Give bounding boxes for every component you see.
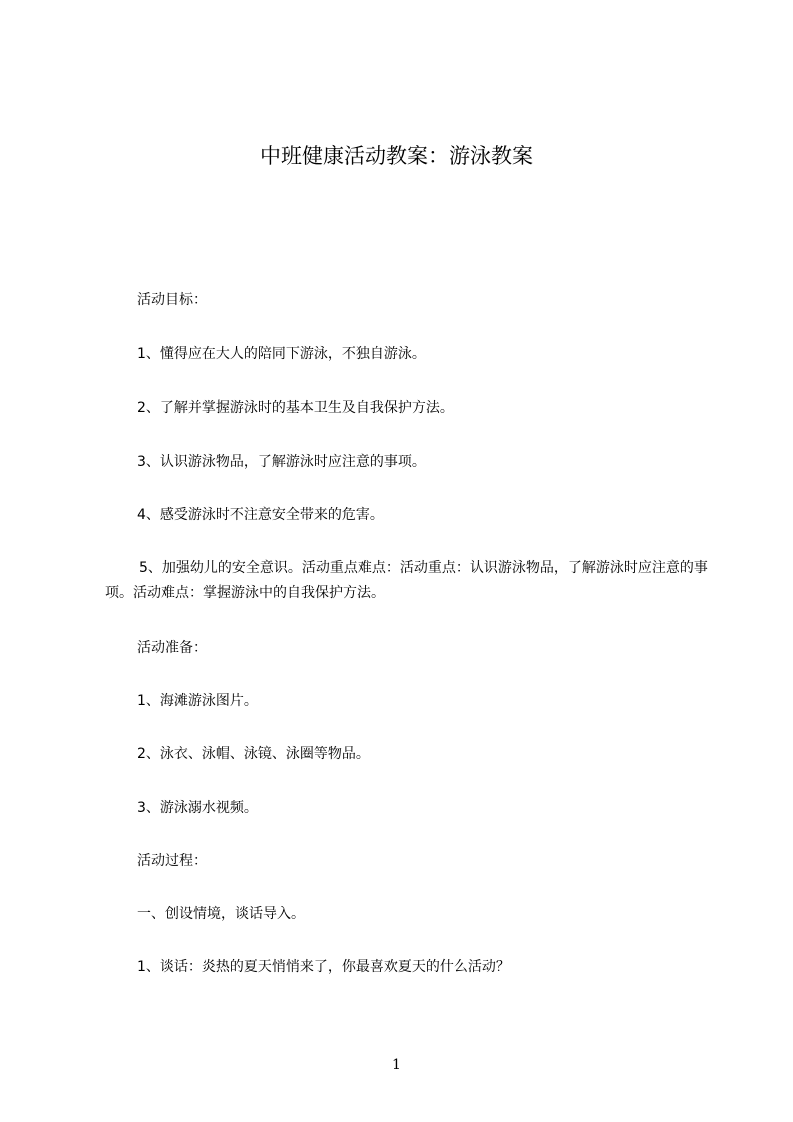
preparation-item-2: 2、泳衣、泳帽、泳镜、泳圈等物品。	[137, 746, 370, 762]
preparation-item-1: 1、海滩游泳图片。	[137, 693, 258, 709]
goal-item-1: 1、懂得应在大人的陪同下游泳，不独自游泳。	[137, 346, 426, 362]
document-title: 中班健康活动教案：游泳教案	[260, 144, 533, 168]
section-heading-goals: 活动目标：	[137, 292, 207, 308]
goal-item-3: 3、认识游泳物品，了解游泳时应注意的事项。	[137, 454, 426, 470]
goal-item-5: 5、加强幼儿的安全意识。活动重点难点：活动重点：认识游泳物品，了解游泳时应注意的事项。活动难点：掌握游泳中的自我保护方法。	[105, 560, 708, 601]
section-heading-preparation: 活动准备：	[137, 640, 207, 656]
page-number: 1	[392, 1057, 401, 1073]
goal-item-4: 4、感受游泳时不注意安全带来的危害。	[137, 507, 384, 523]
preparation-item-3: 3、游泳溺水视频。	[137, 800, 258, 816]
section-heading-process: 活动过程：	[137, 853, 207, 869]
process-step-1: 一、创设情境，谈话导入。	[137, 906, 305, 922]
process-item-1: 1、谈话：炎热的夏天悄悄来了，你最喜欢夏天的什么活动？	[137, 959, 510, 975]
goal-item-2: 2、了解并掌握游泳时的基本卫生及自我保护方法。	[137, 400, 454, 416]
